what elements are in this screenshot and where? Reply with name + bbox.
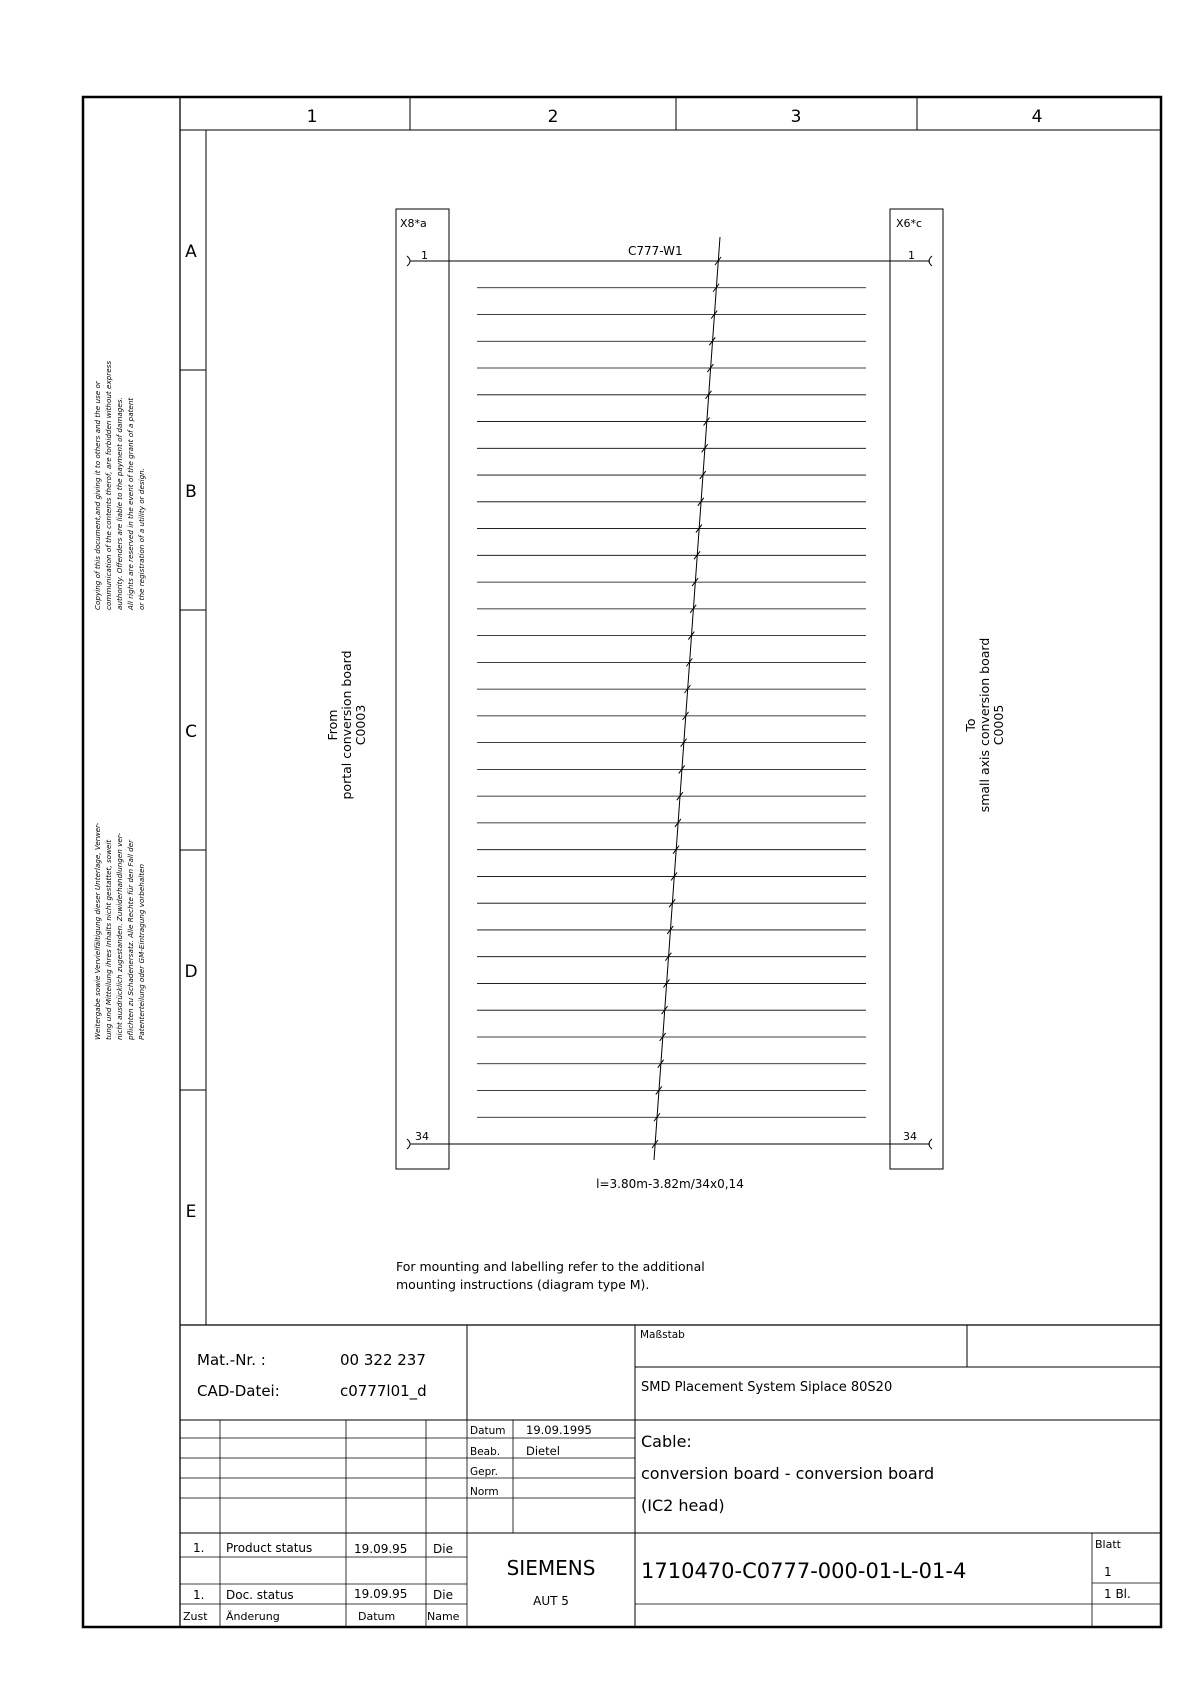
- svg-text:Weitergabe sowie Vervielfältig: Weitergabe sowie Vervielfältigung dieser Unterlage, Verwer-: [93, 822, 102, 1040]
- date-label: Datum: [470, 1425, 506, 1437]
- pin-terminal-symbol: [407, 1139, 410, 1149]
- mat-nr-label: Mat.-Nr. :: [197, 1351, 266, 1369]
- header-date: Datum: [358, 1610, 396, 1623]
- svg-text:or the registration of a utili: or the registration of a utility or design.: [137, 467, 146, 610]
- department: AUT 5: [533, 1594, 569, 1608]
- copyright-notice-en: [93, 361, 146, 611]
- scale-label: Maßstab: [640, 1329, 685, 1341]
- svg-text:small axis conversion board: small axis conversion board: [977, 637, 992, 813]
- row-label: D: [184, 962, 198, 982]
- svg-text:tung und Mitteilung ihres Inha: tung und Mitteilung ihres Inhalts nicht gestattet, soweit: [104, 839, 113, 1040]
- mounting-note: For mounting and labelling refer to the additional: [396, 1259, 705, 1274]
- row-label: C: [185, 722, 197, 742]
- svg-text:To: To: [963, 718, 978, 732]
- svg-text:pflichten zu Schadenersatz. Al: pflichten zu Schadenersatz. Alle Rechte für den Fall der: [126, 839, 135, 1040]
- copyright-notice-de: [93, 822, 146, 1041]
- checked-label: Gepr.: [470, 1466, 498, 1478]
- cable-name: C777-W1: [628, 244, 683, 258]
- cable-conductors: [410, 237, 930, 1160]
- revision-name: Die: [433, 1542, 453, 1556]
- svg-text:nicht ausdrücklich zugestanden: nicht ausdrücklich zugestanden. Zuwiderhandlungen ver-: [115, 833, 124, 1040]
- svg-text:C0005: C0005: [991, 704, 1006, 746]
- svg-text:From: From: [325, 709, 340, 741]
- header-name: Name: [427, 1610, 460, 1623]
- cable-spec: l=3.80m-3.82m/34x0,14: [596, 1177, 744, 1191]
- pin-terminal-symbol: [407, 256, 410, 266]
- mat-nr-value: 00 322 237: [340, 1351, 426, 1369]
- svg-text:Copying of this document,and g: Copying of this document,and giving it to others and the use or: [93, 381, 102, 610]
- cad-file-label: CAD-Datei:: [197, 1382, 280, 1400]
- left-pin-last: 34: [415, 1130, 429, 1143]
- source-board-label: [325, 650, 368, 799]
- svg-text:portal conversion board: portal conversion board: [339, 650, 354, 800]
- revision-zust: 1.: [193, 1541, 205, 1555]
- document-number: 1710470-C0777-000-01-L-01-4: [641, 1559, 967, 1583]
- company-logo-text: SIEMENS: [506, 1556, 596, 1580]
- revision-name: Die: [433, 1588, 453, 1602]
- header-zust: Zust: [183, 1610, 208, 1623]
- revision-zust: 1.: [193, 1588, 205, 1602]
- left-connector-label: X8*a: [400, 217, 427, 230]
- cable-bundle-line: [654, 237, 720, 1160]
- column-label: 1: [306, 107, 318, 127]
- right-pin-last: 34: [903, 1130, 917, 1143]
- row-label: E: [185, 1202, 197, 1222]
- revision-date: 19.09.95: [354, 1587, 408, 1601]
- left-connector-box: [396, 209, 449, 1169]
- sheet-label: Blatt: [1095, 1538, 1121, 1551]
- drawn-by-value: Dietel: [526, 1444, 560, 1458]
- row-label: A: [185, 242, 197, 262]
- column-label: 4: [1031, 107, 1043, 127]
- header-change: Änderung: [226, 1610, 280, 1623]
- row-label: B: [185, 482, 197, 502]
- right-pin-first: 1: [908, 249, 915, 262]
- svg-text:authority. Offenders are liabl: authority. Offenders are liable to the payment of damages.: [115, 397, 124, 610]
- sheet-number: 1: [1104, 1565, 1112, 1579]
- title-line: Cable:: [641, 1432, 692, 1451]
- svg-text:Patenterteilung oder GM-Eintra: Patenterteilung oder GM-Eintragung vorbehalten: [137, 863, 146, 1040]
- target-board-label: [963, 638, 1006, 813]
- title-line: conversion board - conversion board: [641, 1464, 935, 1483]
- svg-text:communication of the contents: communication of the contents therof, are forbidden without express: [104, 360, 113, 610]
- drawn-by-label: Beab.: [470, 1446, 501, 1458]
- system-name: SMD Placement System Siplace 80S20: [641, 1380, 893, 1395]
- cad-file-value: c0777l01_d: [340, 1382, 427, 1400]
- revision-date: 19.09.95: [354, 1542, 408, 1556]
- column-label: 2: [547, 107, 559, 127]
- revision-change: Product status: [226, 1541, 313, 1555]
- norm-label: Norm: [470, 1486, 499, 1498]
- date-value: 19.09.1995: [526, 1423, 592, 1437]
- left-pin-first: 1: [421, 249, 428, 262]
- mounting-note: mounting instructions (diagram type M).: [396, 1277, 650, 1292]
- column-label: 3: [790, 107, 802, 127]
- right-connector-box: [890, 209, 943, 1169]
- sheet-count: 1 Bl.: [1104, 1587, 1131, 1601]
- right-connector-label: X6*c: [896, 217, 923, 230]
- revision-change: Doc. status: [226, 1588, 294, 1602]
- svg-text:C0003: C0003: [353, 704, 368, 746]
- title-line: (IC2 head): [641, 1496, 725, 1515]
- svg-text:All rights are reserved in the: All rights are reserved in the event of the grant of a patent: [126, 397, 135, 610]
